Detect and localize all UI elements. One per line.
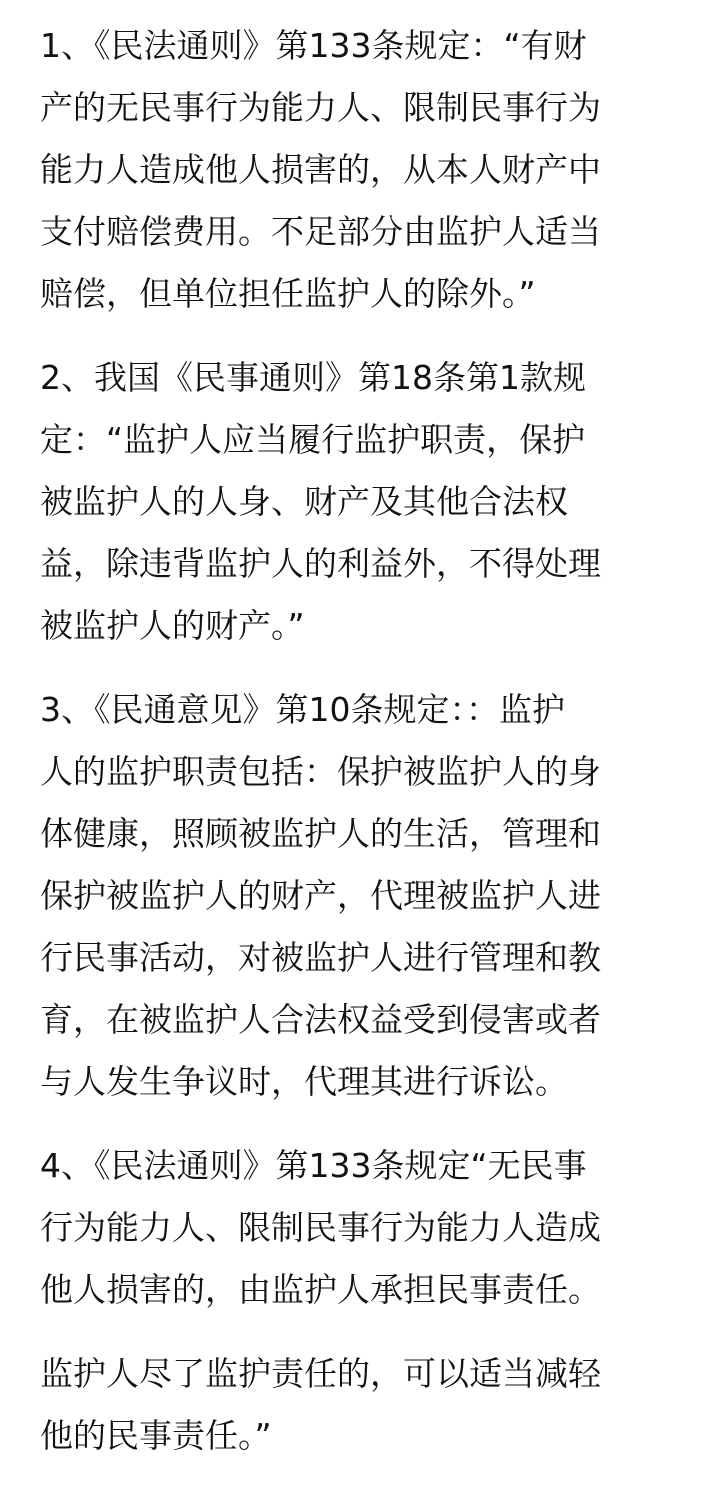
text-line: 4、《民法通则》第133条规定“无民事	[40, 1146, 587, 1185]
text-line: 他人损害的，由监护人承担民事责任。	[40, 1270, 601, 1309]
paragraph-3	[40, 679, 680, 1113]
paragraph-4	[40, 1135, 680, 1321]
text-line: 监护人尽了监护责任的，可以适当减轻	[40, 1354, 601, 1393]
text-line: 益，除违背监护人的利益外，不得处理	[40, 544, 601, 583]
text-line: 人的监护职责包括：保护被监护人的身	[40, 752, 601, 791]
text-line: 行为能力人、限制民事行为能力人造成	[40, 1208, 601, 1247]
text-line: 体健康，照顾被监护人的生活，管理和	[40, 814, 601, 853]
paragraph-5	[40, 1343, 680, 1467]
text-line: 支付赔偿费用。不足部分由监护人适当	[40, 212, 601, 251]
text-line: 能力人造成他人损害的，从本人财产中	[40, 150, 601, 189]
text-line: 育，在被监护人合法权益受到侵害或者	[40, 1000, 601, 1039]
text-line: 产的无民事行为能力人、限制民事行为	[40, 88, 601, 127]
text-line: 与人发生争议时，代理其进行诉讼。	[40, 1062, 568, 1101]
text-line: 保护被监护人的财产，代理被监护人进	[40, 876, 601, 915]
text-line: 被监护人的财产。”	[40, 606, 305, 645]
text-line: 他的民事责任。”	[40, 1416, 272, 1455]
text-line: 1、《民法通则》第133条规定：“有财	[40, 26, 587, 65]
text-line: 被监护人的人身、财产及其他合法权	[40, 482, 568, 521]
paragraph-2	[40, 347, 680, 657]
text-line: 2、我国《民事通则》第18条第1款规	[40, 358, 586, 397]
text-line: 定：“监护人应当履行监护职责，保护	[40, 420, 586, 459]
paragraph-1	[40, 15, 680, 325]
text-line: 赔偿，但单位担任监护人的除外。”	[40, 274, 536, 313]
text-line: 3、《民通意见》第10条规定：：监护	[40, 690, 565, 729]
text-line: 行民事活动，对被监护人进行管理和教	[40, 938, 601, 977]
